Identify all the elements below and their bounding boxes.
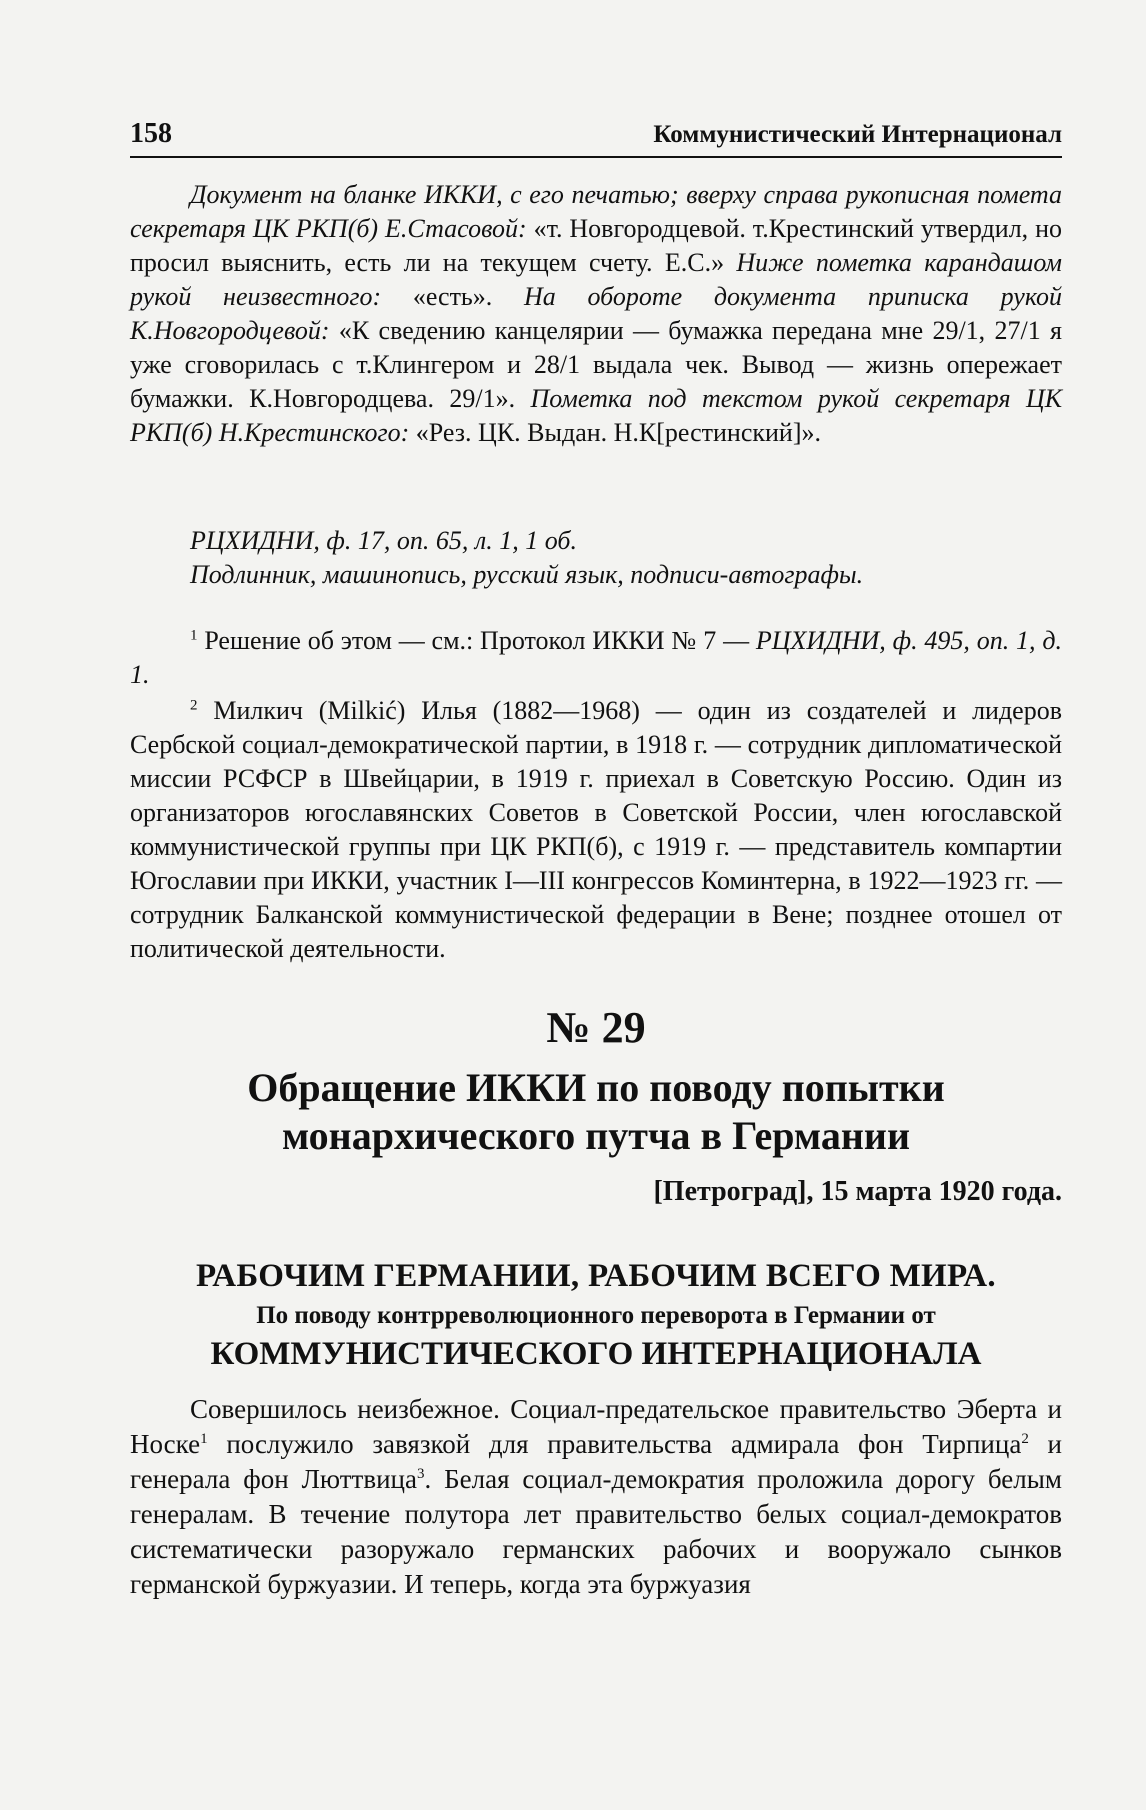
note-segment: На обороте документа приписка рукой К.Новгородцевой: bbox=[130, 282, 1062, 345]
document-title bbox=[130, 1064, 1062, 1160]
footnote-source: РЦХИДНИ, ф. 495, оп. 1, д. 1. bbox=[130, 626, 1062, 689]
document-note bbox=[130, 178, 1062, 450]
page-number: 158 bbox=[130, 118, 172, 149]
footnote-marker: 3 bbox=[416, 1466, 425, 1482]
footnote-text: Решение об этом — см.: Протокол ИККИ № 7 — bbox=[197, 626, 756, 655]
note-segment: Ниже пометка карандашом рукой неизвестного: bbox=[130, 248, 1063, 311]
footnote-marker: 2 bbox=[190, 697, 198, 714]
appeal-subheading: По поводу контрреволюционного переворота в Германии от bbox=[256, 1302, 936, 1329]
appeal-body bbox=[130, 1392, 1062, 1602]
footnote-marker: 2 bbox=[1021, 1431, 1029, 1447]
note-segment: Документ на бланке ИККИ, с его печатью; вверху справа рукописная помета секретаря ЦК РКП(б) Е.Стасовой: bbox=[130, 180, 1062, 243]
paragraph bbox=[130, 1392, 1062, 1602]
footnote-marker: 1 bbox=[190, 627, 198, 644]
running-header bbox=[130, 118, 1062, 158]
archive-description: Подлинник, машинопись, русский язык, подписи-автографы. bbox=[190, 560, 864, 589]
footnote-2 bbox=[130, 694, 1062, 966]
text-run: Совершилось неизбежное. Социал-предательское правительство Эберта и Носке bbox=[130, 1394, 1062, 1459]
archive-ref: РЦХИДНИ, ф. 17, оп. 65, л. 1, 1 об. bbox=[190, 526, 577, 555]
text-run: . Белая социал-демократия проложила дорогу белым генералам. В течение полутора лет правительство белых социал-демократов систематически разоружало германских рабочих и вооружало сынков германской буржуазии. И теперь, когда эта буржуазия bbox=[130, 1464, 1062, 1599]
appeal-subheading-org: КОММУНИСТИЧЕСКОГО ИНТЕРНАЦИОНАЛА bbox=[210, 1336, 982, 1372]
note-segment: Пометка под текстом рукой секретаря ЦК РКП(б) Н.Крестинского: bbox=[130, 384, 1062, 447]
document-title-line: Обращение ИККИ по поводу попытки bbox=[247, 1065, 945, 1110]
text-run: послужило завязкой для правительства адмирала фон Тирпица bbox=[207, 1429, 1022, 1459]
footnote-1 bbox=[130, 624, 1062, 692]
footnote-marker: 1 bbox=[200, 1431, 208, 1447]
text-run: и генерала фон Люттвица bbox=[130, 1429, 1063, 1494]
note-segment: «т. Новгородцевой. т.Крестинский утвердил, но просил выяснить, есть ли на текущем счету. Е.С.» bbox=[130, 214, 1062, 277]
note-segment: «есть». bbox=[412, 282, 524, 311]
footnote-text: Милкич (Milkić) Илья (1882—1968) — один из создателей и лидеров Сербской социал-демократической партии, в 1918 г. — сотрудник дипломатической миссии РСФСР в Швейцарии, в 1919 г. приехал в Советскую Россию. Один из организаторов югославянских Советов в Советской России, член югославской коммунистической группы при ЦК РКП(б), с 1919 г. — представитель компартии Югославии при ИККИ, участник I—III конгрессов Коминтерна, в 1922—1923 гг. — сотрудник Балканской коммунистической федерации в Вене; позднее отошел от политической деятельности. bbox=[130, 696, 1062, 963]
document-title-line: монархического путча в Германии bbox=[281, 1113, 911, 1158]
note-segment: «Рез. ЦК. Выдан. Н.К[рестинский]». bbox=[415, 418, 822, 447]
archive-reference bbox=[130, 524, 1122, 592]
document-date: [Петроград], 15 марта 1920 года. bbox=[653, 1176, 1062, 1207]
document-number: № 29 bbox=[546, 1003, 646, 1052]
note-segment: «К сведению канцелярии — бумажка передана мне 29/1, 27/1 я уже сговорилась с т.Клингером и 28/1 выдала чек. Вывод — жизнь опережает бумажки. К.Новгородцева. 29/1». bbox=[130, 316, 1062, 413]
running-title: Коммунистический Интернационал bbox=[653, 121, 1062, 148]
footnotes bbox=[130, 624, 1062, 966]
appeal-heading: РАБОЧИМ ГЕРМАНИИ, РАБОЧИМ ВСЕГО МИРА. bbox=[196, 1258, 996, 1294]
